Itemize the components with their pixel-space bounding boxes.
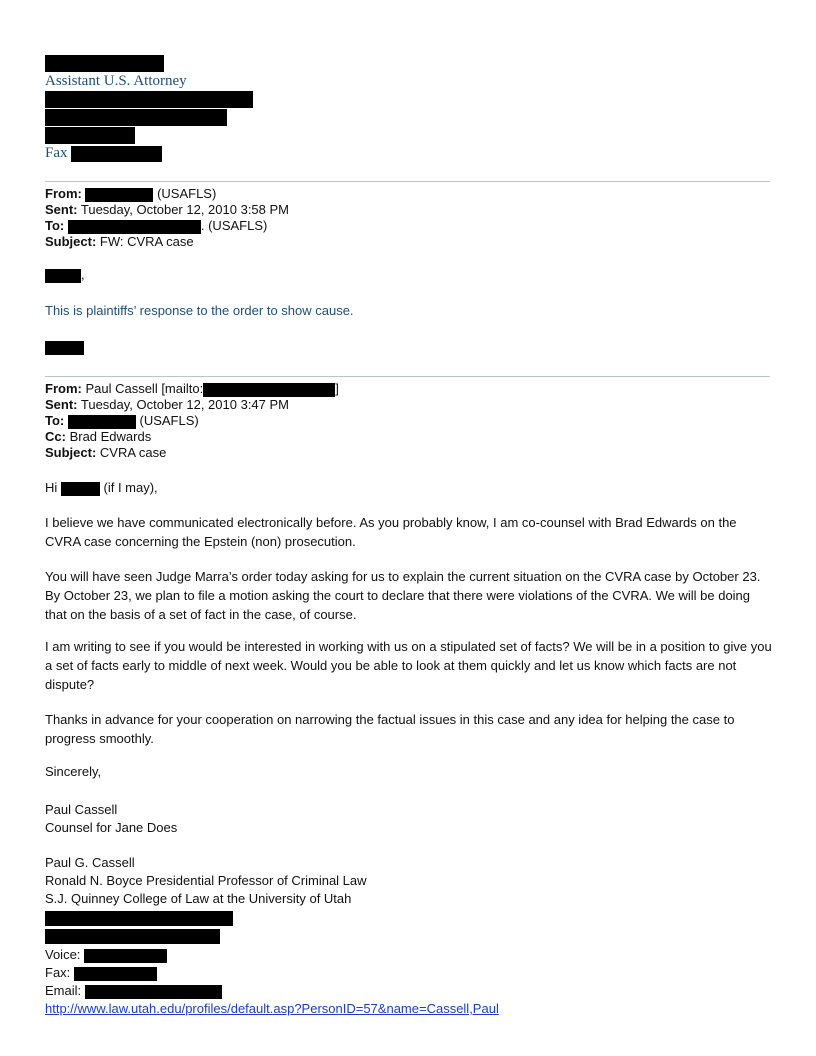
body-paragraph-3: I am writing to see if you would be interested in working with us on a stipulated set of facts? We will be in a position to give you a set of facts early to middle of next week. Would you be able to look at them quickly and let us know which facts are not dispute? [45, 639, 772, 692]
redacted-recipient-name [61, 482, 100, 496]
redacted-fax-number [71, 146, 162, 162]
redacted-address-line-3 [45, 127, 135, 144]
redacted-signer [45, 341, 84, 355]
body-paragraph-1: I believe we have communicated electronically before. As you probably know, I am co-counsel with Brad Edwards on the CVRA case concerning the Epstein (non) prosecution. [45, 515, 737, 549]
sig-name: Paul G. Cassell [45, 855, 135, 870]
email2-from: From: Paul Cassell [mailto: ] [45, 381, 339, 396]
redacted-sig-address-1 [45, 911, 233, 926]
redacted-fax [74, 967, 157, 981]
closing: Sincerely, [45, 764, 102, 779]
redacted-from [85, 188, 153, 202]
redacted-address-line-1 [45, 91, 253, 108]
email2-sent: Sent: Tuesday, October 12, 2010 3:47 PM [45, 397, 289, 412]
email1-from: From: (USAFLS) [45, 186, 217, 201]
profile-link[interactable]: http://www.law.utah.edu/profiles/default.asp?PersonID=57&name=Cassell,Paul [45, 1001, 499, 1016]
email2-greeting: Hi (if I may), [45, 480, 158, 495]
redacted-recipient-name [45, 269, 81, 283]
email2-to: To: (USAFLS) [45, 413, 199, 428]
body-paragraph-2: You will have seen Judge Marra’s order today asking for us to explain the current situation on the CVRA case by October 23. By October 23, we plan to file a motion asking the court to declare that there were violations of the CVRA. We will be doing that on the basis of a set of fact in the case, of course. [45, 569, 761, 622]
email2-subject: Subject: CVRA case [45, 445, 167, 460]
email1-sent: Sent: Tuesday, October 12, 2010 3:58 PM [45, 202, 289, 217]
fax-line [45, 145, 162, 162]
divider-1 [45, 181, 770, 182]
redacted-to [68, 220, 201, 234]
redacted-sig-address-2 [45, 929, 220, 944]
email1-greeting: , [45, 267, 85, 283]
email1-body: This is plaintiffs’ response to the order to show cause. [45, 303, 354, 318]
redacted-email [85, 985, 222, 999]
redacted-name [45, 55, 164, 72]
sig-email: Email: [45, 983, 222, 999]
sig-url-line [45, 1001, 499, 1017]
sig-title: Ronald N. Boyce Presidential Professor of Criminal Law [45, 873, 367, 888]
email1-to: To: . (USAFLS) [45, 218, 268, 233]
redacted-address-line-2 [45, 109, 227, 126]
divider-2 [45, 376, 770, 377]
sender-title: Assistant U.S. Attorney [45, 73, 187, 89]
fax-label: Fax [45, 145, 68, 161]
sig-fax: Fax: [45, 965, 157, 981]
redacted-voice [84, 949, 167, 963]
sign-role: Counsel for Jane Does [45, 820, 178, 835]
email1-subject: Subject: FW: CVRA case [45, 234, 194, 249]
sign-name: Paul Cassell [45, 802, 118, 817]
body-paragraph-4: Thanks in advance for your cooperation on narrowing the factual issues in this case and any idea for helping the case to progress smoothly. [45, 712, 735, 746]
email2-cc: Cc: Brad Edwards [45, 429, 152, 444]
redacted-mailto [203, 383, 335, 397]
sig-voice: Voice: [45, 947, 167, 963]
redacted-to [68, 415, 136, 429]
sig-school: S.J. Quinney College of Law at the University of Utah [45, 891, 352, 906]
